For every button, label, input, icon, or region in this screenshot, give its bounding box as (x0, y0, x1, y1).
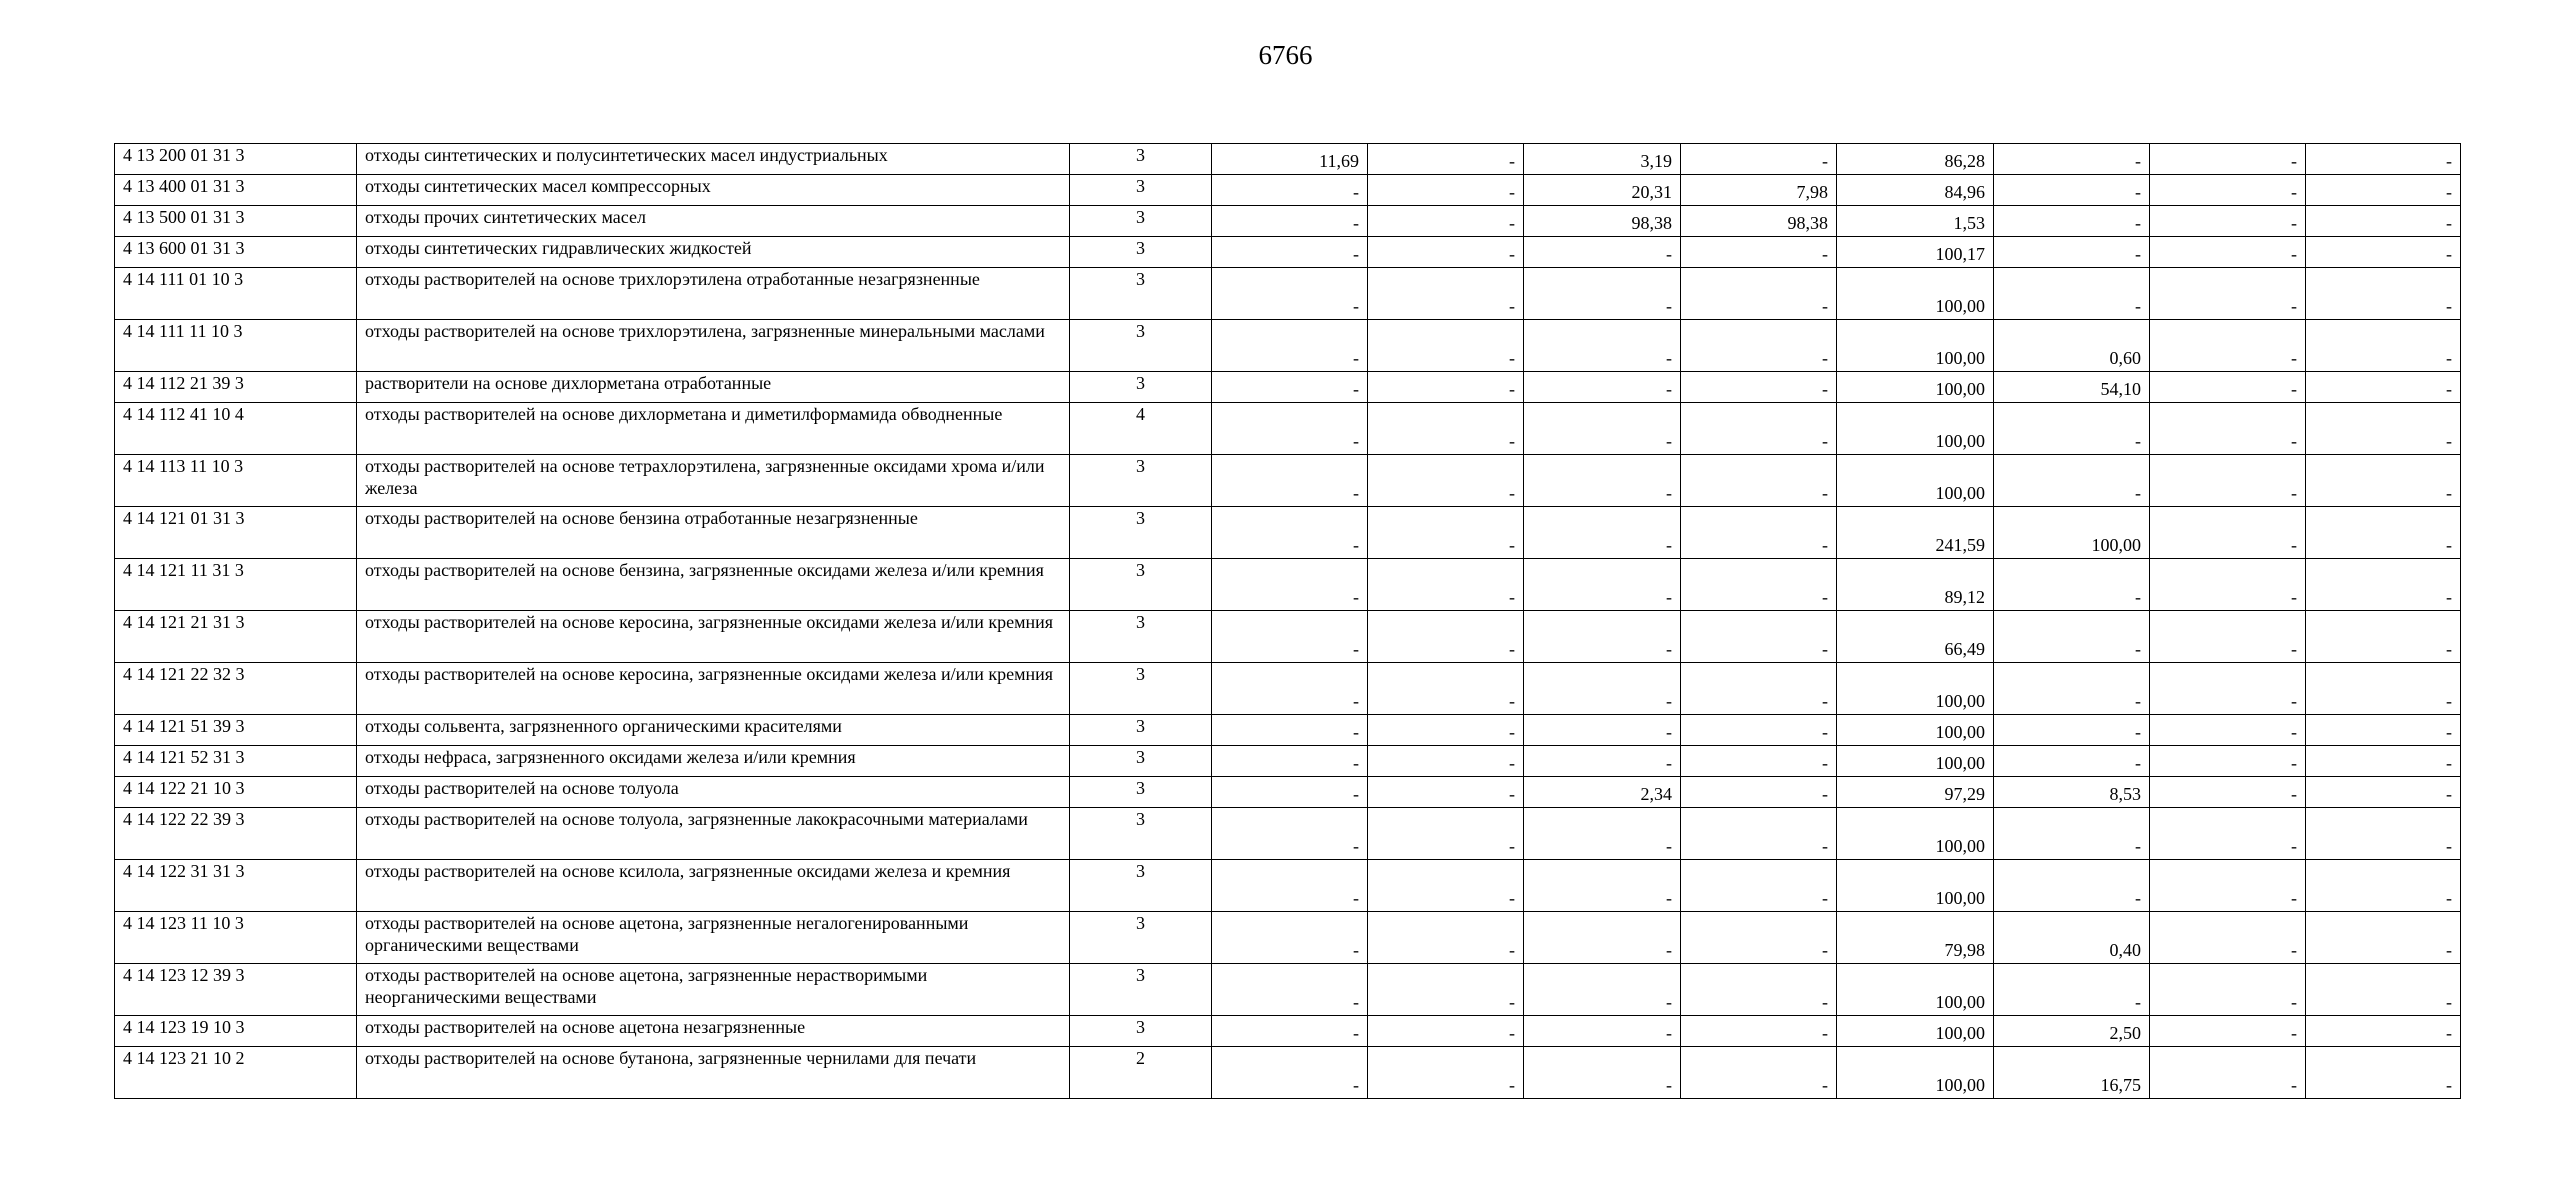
value-cell-4: - (1681, 715, 1837, 746)
value-cell-8: - (2306, 777, 2461, 808)
value-cell-4: - (1681, 860, 1837, 912)
hazard-class-cell: 3 (1070, 372, 1212, 403)
waste-name-cell: отходы растворителей на основе толуола, загрязненные лакокрасочными материалами (357, 808, 1070, 860)
hazard-class-cell: 3 (1070, 320, 1212, 372)
value-cell-6: - (1994, 237, 2150, 268)
value-cell-1: - (1212, 746, 1368, 777)
waste-name-cell: отходы растворителей на основе бензина, загрязненные оксидами железа и/или кремния (357, 559, 1070, 611)
value-cell-7: - (2150, 860, 2306, 912)
value-cell-4: - (1681, 964, 1837, 1016)
value-cell-1: - (1212, 777, 1368, 808)
value-cell-3: 2,34 (1524, 777, 1681, 808)
value-cell-4: - (1681, 268, 1837, 320)
value-cell-3: - (1524, 507, 1681, 559)
value-cell-2: - (1368, 455, 1524, 507)
value-cell-1: - (1212, 455, 1368, 507)
hazard-class-cell: 3 (1070, 175, 1212, 206)
value-cell-5: 100,00 (1837, 746, 1994, 777)
value-cell-3: - (1524, 715, 1681, 746)
value-cell-4: - (1681, 507, 1837, 559)
waste-code-cell: 4 14 111 01 10 3 (115, 268, 357, 320)
value-cell-3: - (1524, 912, 1681, 964)
waste-code-cell: 4 13 600 01 31 3 (115, 237, 357, 268)
value-cell-7: - (2150, 746, 2306, 777)
waste-code-cell: 4 14 121 01 31 3 (115, 507, 357, 559)
waste-code-cell: 4 14 121 51 39 3 (115, 715, 357, 746)
value-cell-8: - (2306, 715, 2461, 746)
waste-name-cell: отходы растворителей на основе бензина отработанные незагрязненные (357, 507, 1070, 559)
value-cell-3: - (1524, 403, 1681, 455)
value-cell-2: - (1368, 144, 1524, 175)
value-cell-4: - (1681, 403, 1837, 455)
waste-code-cell: 4 14 121 22 32 3 (115, 663, 357, 715)
table-row (115, 372, 2461, 403)
hazard-class-cell: 3 (1070, 144, 1212, 175)
value-cell-8: - (2306, 663, 2461, 715)
value-cell-1: - (1212, 403, 1368, 455)
value-cell-5: 100,00 (1837, 663, 1994, 715)
table-row (115, 1047, 2461, 1099)
hazard-class-cell: 3 (1070, 912, 1212, 964)
value-cell-5: 100,00 (1837, 320, 1994, 372)
value-cell-5: 100,00 (1837, 1016, 1994, 1047)
waste-name-cell: отходы растворителей на основе ксилола, загрязненные оксидами железа и кремния (357, 860, 1070, 912)
waste-name-cell: отходы синтетических гидравлических жидкостей (357, 237, 1070, 268)
value-cell-6: 16,75 (1994, 1047, 2150, 1099)
value-cell-7: - (2150, 964, 2306, 1016)
value-cell-7: - (2150, 206, 2306, 237)
value-cell-7: - (2150, 507, 2306, 559)
value-cell-6: - (1994, 964, 2150, 1016)
value-cell-2: - (1368, 808, 1524, 860)
hazard-class-cell: 3 (1070, 808, 1212, 860)
page-number: 6766 (1258, 40, 1313, 70)
table-row (115, 746, 2461, 777)
waste-code-cell: 4 14 113 11 10 3 (115, 455, 357, 507)
hazard-class-cell: 3 (1070, 1016, 1212, 1047)
waste-code-cell: 4 13 200 01 31 3 (115, 144, 357, 175)
value-cell-4: 98,38 (1681, 206, 1837, 237)
value-cell-6: - (1994, 611, 2150, 663)
value-cell-8: - (2306, 507, 2461, 559)
value-cell-1: - (1212, 611, 1368, 663)
table-row (115, 206, 2461, 237)
table-row (115, 777, 2461, 808)
value-cell-5: 97,29 (1837, 777, 1994, 808)
table-row (115, 455, 2461, 507)
value-cell-3: - (1524, 320, 1681, 372)
value-cell-3: - (1524, 746, 1681, 777)
value-cell-2: - (1368, 237, 1524, 268)
value-cell-6: 54,10 (1994, 372, 2150, 403)
value-cell-2: - (1368, 964, 1524, 1016)
value-cell-1: - (1212, 808, 1368, 860)
value-cell-8: - (2306, 860, 2461, 912)
waste-name-cell: отходы прочих синтетических масел (357, 206, 1070, 237)
value-cell-7: - (2150, 268, 2306, 320)
value-cell-3: - (1524, 808, 1681, 860)
waste-code-cell: 4 14 122 21 10 3 (115, 777, 357, 808)
value-cell-4: - (1681, 559, 1837, 611)
value-cell-5: 100,00 (1837, 964, 1994, 1016)
value-cell-5: 66,49 (1837, 611, 1994, 663)
value-cell-2: - (1368, 403, 1524, 455)
value-cell-1: - (1212, 663, 1368, 715)
value-cell-5: 89,12 (1837, 559, 1994, 611)
value-cell-6: - (1994, 144, 2150, 175)
waste-name-cell: отходы растворителей на основе дихлорметана и диметилформамида обводненные (357, 403, 1070, 455)
value-cell-8: - (2306, 808, 2461, 860)
value-cell-6: - (1994, 746, 2150, 777)
value-cell-1: - (1212, 1016, 1368, 1047)
hazard-class-cell: 3 (1070, 663, 1212, 715)
value-cell-7: - (2150, 1016, 2306, 1047)
value-cell-8: - (2306, 1016, 2461, 1047)
waste-code-cell: 4 13 400 01 31 3 (115, 175, 357, 206)
value-cell-8: - (2306, 372, 2461, 403)
hazard-class-cell: 3 (1070, 715, 1212, 746)
table-row (115, 320, 2461, 372)
waste-code-cell: 4 14 122 22 39 3 (115, 808, 357, 860)
value-cell-6: 0,60 (1994, 320, 2150, 372)
value-cell-5: 100,00 (1837, 403, 1994, 455)
value-cell-2: - (1368, 715, 1524, 746)
value-cell-6: - (1994, 715, 2150, 746)
value-cell-3: - (1524, 1016, 1681, 1047)
table-row (115, 715, 2461, 746)
value-cell-1: - (1212, 559, 1368, 611)
value-cell-5: 1,53 (1837, 206, 1994, 237)
hazard-class-cell: 3 (1070, 964, 1212, 1016)
table-body (115, 144, 2461, 1099)
waste-code-cell: 4 14 112 21 39 3 (115, 372, 357, 403)
value-cell-8: - (2306, 237, 2461, 268)
value-cell-5: 100,00 (1837, 372, 1994, 403)
value-cell-2: - (1368, 320, 1524, 372)
value-cell-7: - (2150, 175, 2306, 206)
value-cell-7: - (2150, 320, 2306, 372)
value-cell-4: - (1681, 455, 1837, 507)
waste-name-cell: отходы растворителей на основе трихлорэтилена отработанные незагрязненные (357, 268, 1070, 320)
hazard-class-cell: 3 (1070, 507, 1212, 559)
value-cell-2: - (1368, 746, 1524, 777)
value-cell-7: - (2150, 403, 2306, 455)
value-cell-2: - (1368, 206, 1524, 237)
value-cell-5: 84,96 (1837, 175, 1994, 206)
value-cell-3: - (1524, 268, 1681, 320)
waste-name-cell: отходы растворителей на основе ацетона незагрязненные (357, 1016, 1070, 1047)
value-cell-3: 3,19 (1524, 144, 1681, 175)
value-cell-1: - (1212, 860, 1368, 912)
value-cell-7: - (2150, 237, 2306, 268)
waste-name-cell: отходы растворителей на основе керосина, загрязненные оксидами железа и/или кремния (357, 611, 1070, 663)
value-cell-1: - (1212, 964, 1368, 1016)
waste-table (114, 143, 2461, 1099)
value-cell-2: - (1368, 912, 1524, 964)
value-cell-6: 100,00 (1994, 507, 2150, 559)
value-cell-7: - (2150, 663, 2306, 715)
waste-code-cell: 4 14 123 19 10 3 (115, 1016, 357, 1047)
table-row (115, 808, 2461, 860)
value-cell-2: - (1368, 507, 1524, 559)
value-cell-6: - (1994, 268, 2150, 320)
value-cell-8: - (2306, 320, 2461, 372)
value-cell-1: 11,69 (1212, 144, 1368, 175)
value-cell-8: - (2306, 206, 2461, 237)
value-cell-5: 100,00 (1837, 715, 1994, 746)
value-cell-1: - (1212, 268, 1368, 320)
value-cell-5: 86,28 (1837, 144, 1994, 175)
value-cell-3: - (1524, 964, 1681, 1016)
waste-name-cell: отходы сольвента, загрязненного органическими красителями (357, 715, 1070, 746)
table-row (115, 1016, 2461, 1047)
value-cell-5: 100,00 (1837, 455, 1994, 507)
waste-code-cell: 4 14 121 11 31 3 (115, 559, 357, 611)
value-cell-6: 0,40 (1994, 912, 2150, 964)
value-cell-1: - (1212, 1047, 1368, 1099)
value-cell-6: - (1994, 206, 2150, 237)
value-cell-1: - (1212, 507, 1368, 559)
value-cell-6: - (1994, 663, 2150, 715)
value-cell-7: - (2150, 777, 2306, 808)
value-cell-5: 100,00 (1837, 1047, 1994, 1099)
value-cell-7: - (2150, 611, 2306, 663)
value-cell-5: 241,59 (1837, 507, 1994, 559)
value-cell-5: 100,17 (1837, 237, 1994, 268)
value-cell-8: - (2306, 746, 2461, 777)
hazard-class-cell: 3 (1070, 777, 1212, 808)
hazard-class-cell: 3 (1070, 268, 1212, 320)
value-cell-1: - (1212, 372, 1368, 403)
value-cell-8: - (2306, 559, 2461, 611)
value-cell-3: - (1524, 860, 1681, 912)
hazard-class-cell: 3 (1070, 559, 1212, 611)
waste-code-cell: 4 14 123 21 10 2 (115, 1047, 357, 1099)
hazard-class-cell: 3 (1070, 206, 1212, 237)
value-cell-8: - (2306, 1047, 2461, 1099)
value-cell-4: - (1681, 237, 1837, 268)
value-cell-6: - (1994, 860, 2150, 912)
value-cell-6: 8,53 (1994, 777, 2150, 808)
table-row (115, 144, 2461, 175)
value-cell-5: 79,98 (1837, 912, 1994, 964)
value-cell-8: - (2306, 611, 2461, 663)
table-row (115, 403, 2461, 455)
hazard-class-cell: 3 (1070, 860, 1212, 912)
table-row (115, 860, 2461, 912)
waste-name-cell: отходы растворителей на основе трихлорэтилена, загрязненные минеральными маслами (357, 320, 1070, 372)
value-cell-7: - (2150, 912, 2306, 964)
table-row (115, 663, 2461, 715)
waste-name-cell: отходы нефраса, загрязненного оксидами железа и/или кремния (357, 746, 1070, 777)
value-cell-1: - (1212, 237, 1368, 268)
value-cell-6: - (1994, 403, 2150, 455)
waste-name-cell: отходы растворителей на основе бутанона, загрязненные чернилами для печати (357, 1047, 1070, 1099)
value-cell-2: - (1368, 1047, 1524, 1099)
value-cell-4: - (1681, 746, 1837, 777)
waste-code-cell: 4 13 500 01 31 3 (115, 206, 357, 237)
value-cell-2: - (1368, 777, 1524, 808)
value-cell-7: - (2150, 372, 2306, 403)
value-cell-2: - (1368, 663, 1524, 715)
value-cell-8: - (2306, 455, 2461, 507)
value-cell-3: 20,31 (1524, 175, 1681, 206)
hazard-class-cell: 3 (1070, 746, 1212, 777)
value-cell-7: - (2150, 455, 2306, 507)
waste-name-cell: растворители на основе дихлорметана отработанные (357, 372, 1070, 403)
value-cell-7: - (2150, 559, 2306, 611)
waste-code-cell: 4 14 111 11 10 3 (115, 320, 357, 372)
value-cell-2: - (1368, 559, 1524, 611)
value-cell-2: - (1368, 175, 1524, 206)
value-cell-2: - (1368, 611, 1524, 663)
value-cell-7: - (2150, 808, 2306, 860)
value-cell-7: - (2150, 715, 2306, 746)
value-cell-6: - (1994, 808, 2150, 860)
value-cell-4: - (1681, 663, 1837, 715)
value-cell-1: - (1212, 715, 1368, 746)
value-cell-4: - (1681, 808, 1837, 860)
value-cell-6: - (1994, 559, 2150, 611)
value-cell-1: - (1212, 175, 1368, 206)
value-cell-3: - (1524, 237, 1681, 268)
waste-code-cell: 4 14 123 11 10 3 (115, 912, 357, 964)
value-cell-3: 98,38 (1524, 206, 1681, 237)
value-cell-4: - (1681, 611, 1837, 663)
value-cell-8: - (2306, 268, 2461, 320)
table-row (115, 268, 2461, 320)
value-cell-2: - (1368, 1016, 1524, 1047)
value-cell-1: - (1212, 206, 1368, 237)
waste-code-cell: 4 14 121 21 31 3 (115, 611, 357, 663)
waste-name-cell: отходы растворителей на основе ацетона, загрязненные негалогенированными органическими веществами (357, 912, 1070, 964)
hazard-class-cell: 3 (1070, 611, 1212, 663)
value-cell-1: - (1212, 912, 1368, 964)
value-cell-8: - (2306, 403, 2461, 455)
value-cell-4: - (1681, 912, 1837, 964)
waste-name-cell: отходы растворителей на основе толуола (357, 777, 1070, 808)
waste-name-cell: отходы растворителей на основе керосина, загрязненные оксидами железа и/или кремния (357, 663, 1070, 715)
value-cell-4: - (1681, 144, 1837, 175)
hazard-class-cell: 2 (1070, 1047, 1212, 1099)
waste-name-cell: отходы синтетических масел компрессорных (357, 175, 1070, 206)
value-cell-8: - (2306, 964, 2461, 1016)
value-cell-4: - (1681, 372, 1837, 403)
value-cell-6: 2,50 (1994, 1016, 2150, 1047)
value-cell-8: - (2306, 175, 2461, 206)
value-cell-2: - (1368, 372, 1524, 403)
hazard-class-cell: 3 (1070, 237, 1212, 268)
value-cell-4: - (1681, 320, 1837, 372)
table-row (115, 559, 2461, 611)
value-cell-7: - (2150, 144, 2306, 175)
waste-code-cell: 4 14 123 12 39 3 (115, 964, 357, 1016)
value-cell-3: - (1524, 559, 1681, 611)
value-cell-3: - (1524, 455, 1681, 507)
value-cell-4: - (1681, 777, 1837, 808)
table-row (115, 611, 2461, 663)
waste-code-cell: 4 14 121 52 31 3 (115, 746, 357, 777)
table-row (115, 507, 2461, 559)
value-cell-2: - (1368, 860, 1524, 912)
value-cell-3: - (1524, 611, 1681, 663)
waste-name-cell: отходы синтетических и полусинтетических масел индустриальных (357, 144, 1070, 175)
table-row (115, 912, 2461, 964)
waste-code-cell: 4 14 112 41 10 4 (115, 403, 357, 455)
value-cell-7: - (2150, 1047, 2306, 1099)
table-row (115, 237, 2461, 268)
hazard-class-cell: 3 (1070, 455, 1212, 507)
waste-name-cell: отходы растворителей на основе ацетона, загрязненные нерастворимыми неорганическими веществами (357, 964, 1070, 1016)
value-cell-5: 100,00 (1837, 860, 1994, 912)
value-cell-6: - (1994, 175, 2150, 206)
hazard-class-cell: 4 (1070, 403, 1212, 455)
value-cell-4: 7,98 (1681, 175, 1837, 206)
value-cell-3: - (1524, 1047, 1681, 1099)
value-cell-6: - (1994, 455, 2150, 507)
table-row (115, 964, 2461, 1016)
value-cell-1: - (1212, 320, 1368, 372)
table-row (115, 175, 2461, 206)
waste-name-cell: отходы растворителей на основе тетрахлорэтилена, загрязненные оксидами хрома и/или железа (357, 455, 1070, 507)
value-cell-4: - (1681, 1016, 1837, 1047)
value-cell-4: - (1681, 1047, 1837, 1099)
value-cell-3: - (1524, 663, 1681, 715)
value-cell-5: 100,00 (1837, 268, 1994, 320)
value-cell-8: - (2306, 144, 2461, 175)
value-cell-3: - (1524, 372, 1681, 403)
value-cell-5: 100,00 (1837, 808, 1994, 860)
waste-code-cell: 4 14 122 31 31 3 (115, 860, 357, 912)
value-cell-8: - (2306, 912, 2461, 964)
value-cell-2: - (1368, 268, 1524, 320)
